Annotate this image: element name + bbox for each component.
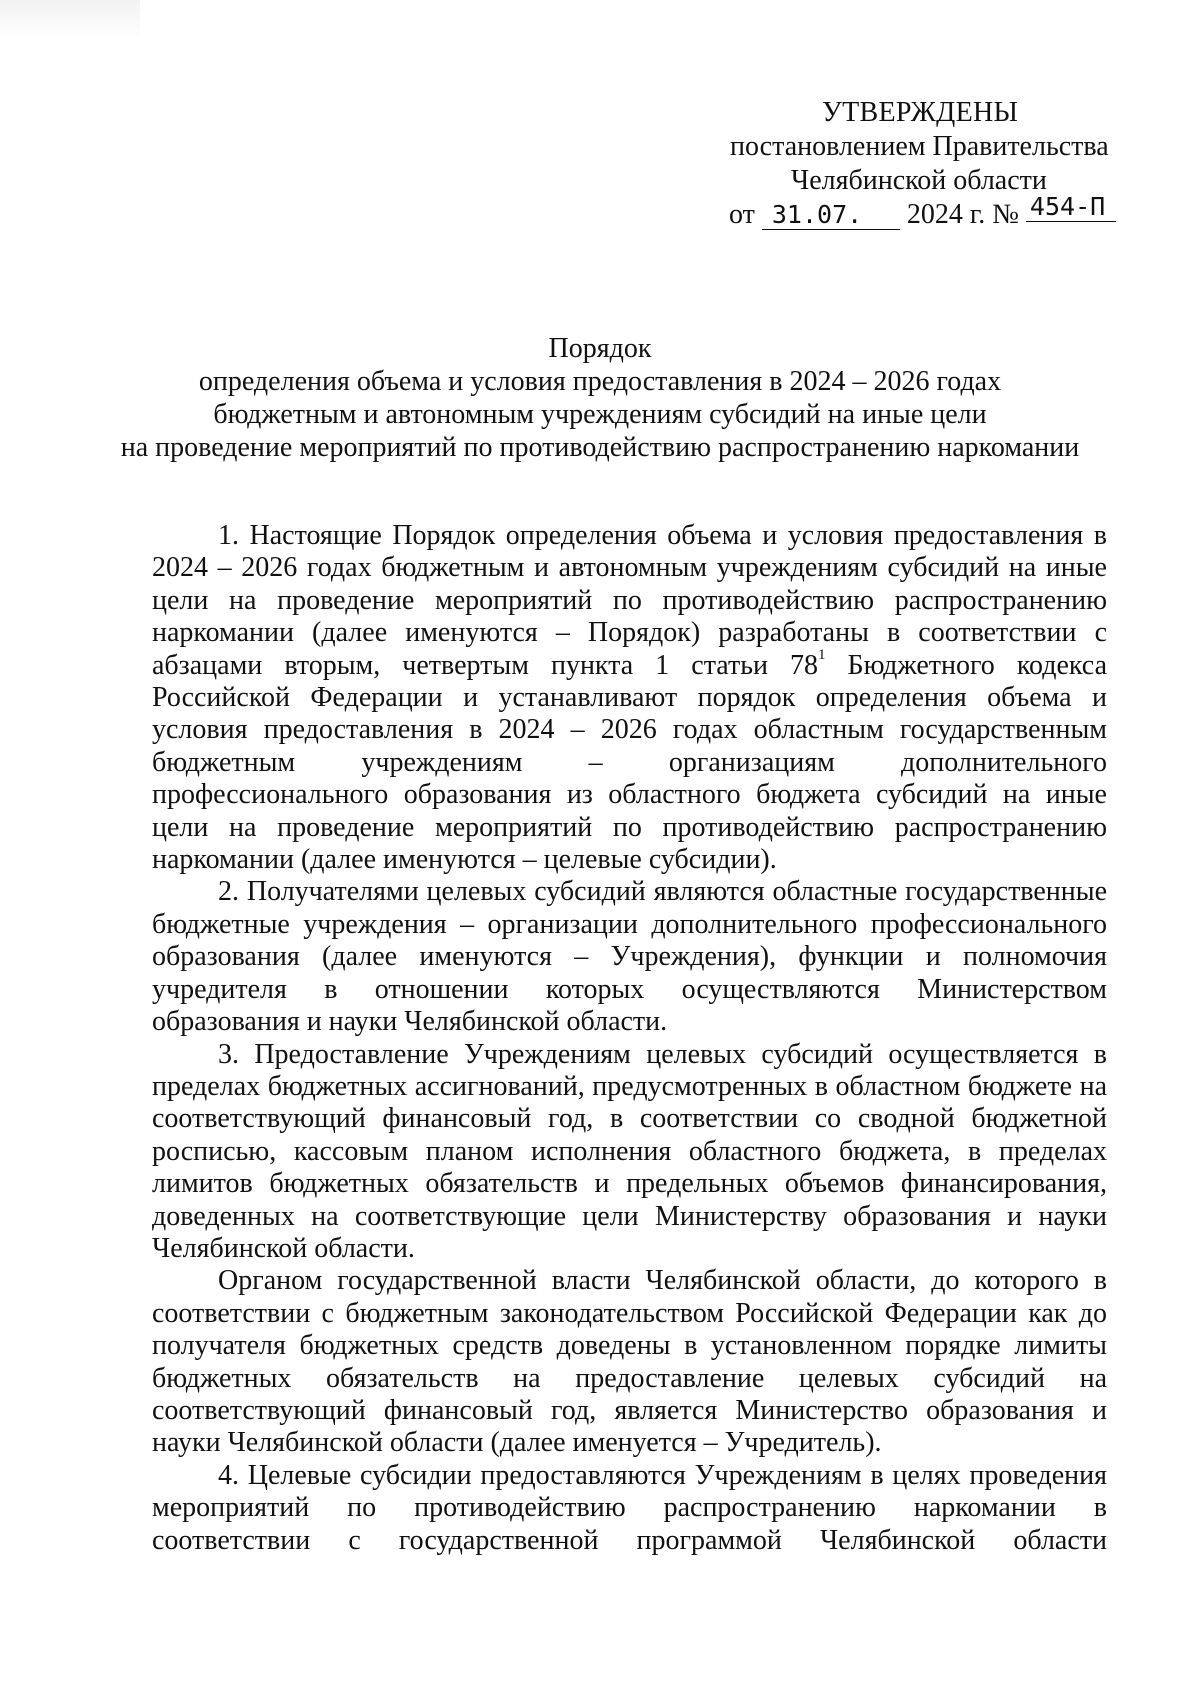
approval-date-handwritten: 31.07. [762, 201, 900, 230]
approval-number-handwritten: 454-П [1026, 193, 1116, 222]
document-body [152, 520, 1107, 1557]
paragraph-1-superscript: 1 [818, 647, 826, 664]
title-line-1: Порядок [548, 333, 652, 364]
approval-line-date-number [700, 192, 1130, 232]
approval-line-region: Челябинской области [791, 165, 1047, 196]
paragraph-3b: Органом государственной власти Челябинской области, до которого в соответствии с бюджетным законодательством Российской Федерации как до получателя бюджетных средств доведены в установленном порядке лимиты бюджетных обязательств на предоставление целевых субсидий на соответствующий финансовый год, является Министерство образования и науки Челябинской области (далее именуется – Учредитель). [152, 1265, 1107, 1459]
approval-from-label: от [729, 199, 762, 230]
approval-title: УТВЕРЖДЕНЫ [822, 97, 1019, 128]
paragraph-1-text-a: 1. Настоящие Порядок определения объема и условия предоставления в 2024 – 2026 годах бюджетным и автономным учреждениям субсидий на иные цели на проведение мероприятий по противодействию распространению наркомании (далее именуются – Порядок) разработаны в соответствии с абзацами вторым, четвертым пункта 1 статьи 78 [152, 520, 1107, 681]
approval-line-resolution: постановлением Правительства [730, 131, 1109, 162]
paragraph-1 [152, 520, 1107, 876]
scan-artifact [0, 0, 140, 40]
paragraph-2: 2. Получателями целевых субсидий являются областные государственные бюджетные учреждения – организации дополнительного профессионального образования (далее именуются – Учреждения), функции и полномочия учредителя в отношении которых осуществляются Министерством образования и науки Челябинской области. [152, 876, 1107, 1038]
paragraph-1-text-b: Бюджетного кодекса Российской Федерации и устанавливают порядок определения объема и условия предоставления в 2024 – 2026 годах областным государственным бюджетным учреждениям – организациям дополнительного профессионального образования из областного бюджета субсидий на иные цели на проведение мероприятий по противодействию распространению наркомании (далее именуются – целевые субсидии). [152, 649, 1107, 876]
title-line-2: определения объема и условия предоставления в 2024 – 2026 годах [198, 366, 1002, 397]
title-line-3: бюджетным и автономным учреждениям субсидий на иные цели [213, 399, 987, 430]
paragraph-4: 4. Целевые субсидии предоставляются Учреждениям в целях проведения мероприятий по противодействию распространению наркомании в соответствии с государственной программой Челябинской области [152, 1459, 1107, 1556]
approval-year-label: 2024 г. № [899, 199, 1026, 230]
document-title [100, 332, 1100, 464]
paragraph-3: 3. Предоставление Учреждениям целевых субсидий осуществляется в пределах бюджетных ассигнований, предусмотренных в областном бюджете на соответствующий финансовый год, в соответствии со сводной бюджетной росписью, кассовым планом исполнения областного бюджета, в пределах лимитов бюджетных обязательств и предельных объемов финансирования, доведенных на соответствующие цели Министерству образования и науки Челябинской области. [152, 1038, 1107, 1264]
approval-block [700, 96, 1130, 232]
title-line-4: на проведение мероприятий по противодействию распространению наркомании [120, 432, 1080, 463]
